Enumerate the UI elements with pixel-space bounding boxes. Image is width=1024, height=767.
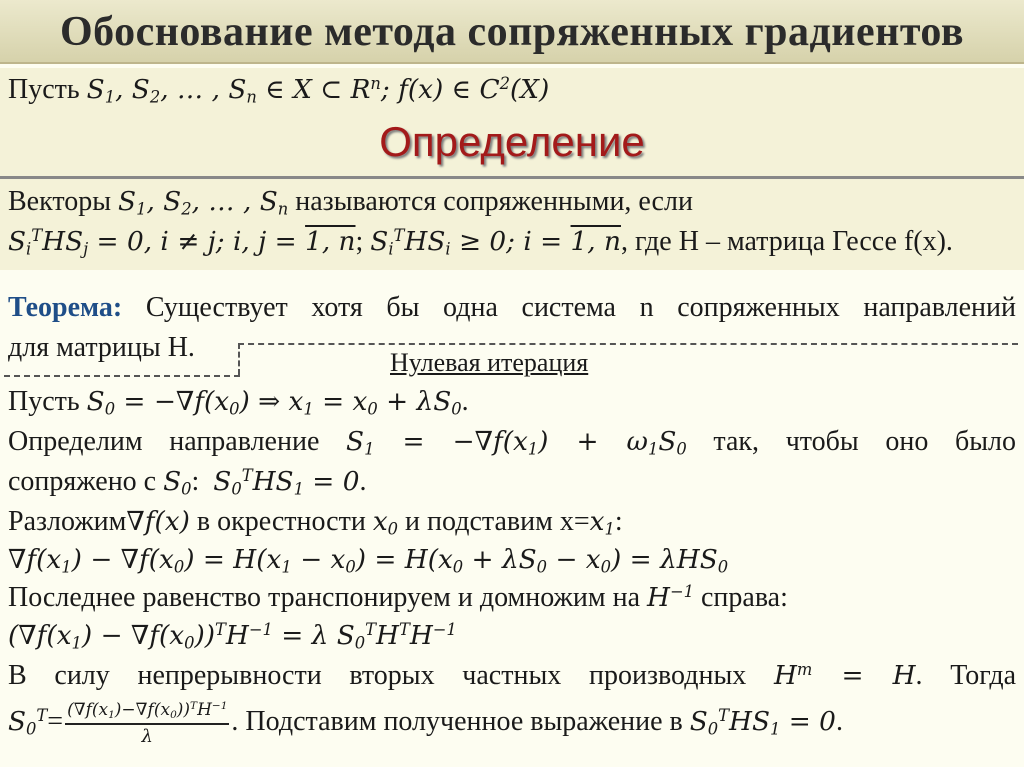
divider bbox=[238, 343, 1018, 345]
formula-line: Определим направление $S_1 = -\nabla f(x_1) + \omega_1S_0$ так, чтобы оно было bbox=[8, 426, 1017, 459]
divider bbox=[0, 176, 1024, 179]
formula-line: Пусть $S_0 = -\nabla f(x_0)$ ⇒ $x_1 = x_0 + \lambda S_0$. bbox=[8, 386, 469, 419]
let-word: Пусть bbox=[8, 74, 80, 105]
formula-line: сопряжено с $S_0$: $S_0^THS_1 = 0$. bbox=[8, 466, 367, 499]
theorem-line-2: для матрицы Н. bbox=[8, 332, 195, 363]
zero-iteration-heading: Нулевая итерация bbox=[390, 348, 589, 377]
formula-line: В силу непрерывности вторых частных производных $H^т = H$. Тогда bbox=[8, 660, 1016, 691]
formula-line: $(\nabla f(x_1) - \nabla f(x_0))^TH^{-1} = \lambda$ $S_0^TH^TH^{-1}$ bbox=[8, 620, 457, 653]
definition-line-1: Векторы $S_1$, $S_2$, … , $S_n$ называются сопряженными, если bbox=[8, 186, 693, 219]
title-bar bbox=[0, 0, 1024, 64]
formula-line: Последнее равенство транспонируем и домножим на $H^{-1}$ справа: bbox=[8, 582, 788, 613]
premise-line: Пусть $S_1$, $S_2$, … , $S_n$ ∈ X ⊂ $R^n$; f(x) ∈ $C^2(X)$ bbox=[8, 74, 550, 107]
theorem-line-1: Теорема: Существует хотя бы одна система n сопряженных направлений bbox=[8, 292, 1017, 323]
fraction: $\frac{(\nabla f(x_1)-\nabla f(x_0))^TH^{-1}}{\lambda}$ bbox=[67, 700, 228, 747]
formula-line: $S_0^T=$ $\frac{(\nabla f(x_1)-\nabla f(x_0))^TH^{-1}}{\lambda}$ . Подставим полученное выражение в $S_0^THS_1 = 0$. bbox=[8, 700, 843, 747]
definition-heading: Определение bbox=[379, 118, 645, 165]
definition-line-2: $S_i^THS_j = 0$, i ≠ j; i, j = 1, n; $S_i^THS_i \ge 0$; i = 1, n, где Н – матрица Гессе f(x). bbox=[8, 226, 953, 259]
divider bbox=[238, 343, 240, 375]
page-title: Обоснование метода сопряженных градиентов bbox=[59, 9, 965, 55]
formula-line: $\nabla f(x_1) - \nabla f(x_0) = H(x_1 - x_0) = H(x_0 + \lambda S_0 - x_0) = \lambda HS_0$ bbox=[8, 545, 729, 577]
divider bbox=[4, 375, 240, 377]
theorem-label: Теорема: bbox=[8, 292, 123, 323]
formula-line: Разложим∇f(x) в окрестности $x_0$ и подставим $x=x_1$: bbox=[8, 506, 623, 539]
